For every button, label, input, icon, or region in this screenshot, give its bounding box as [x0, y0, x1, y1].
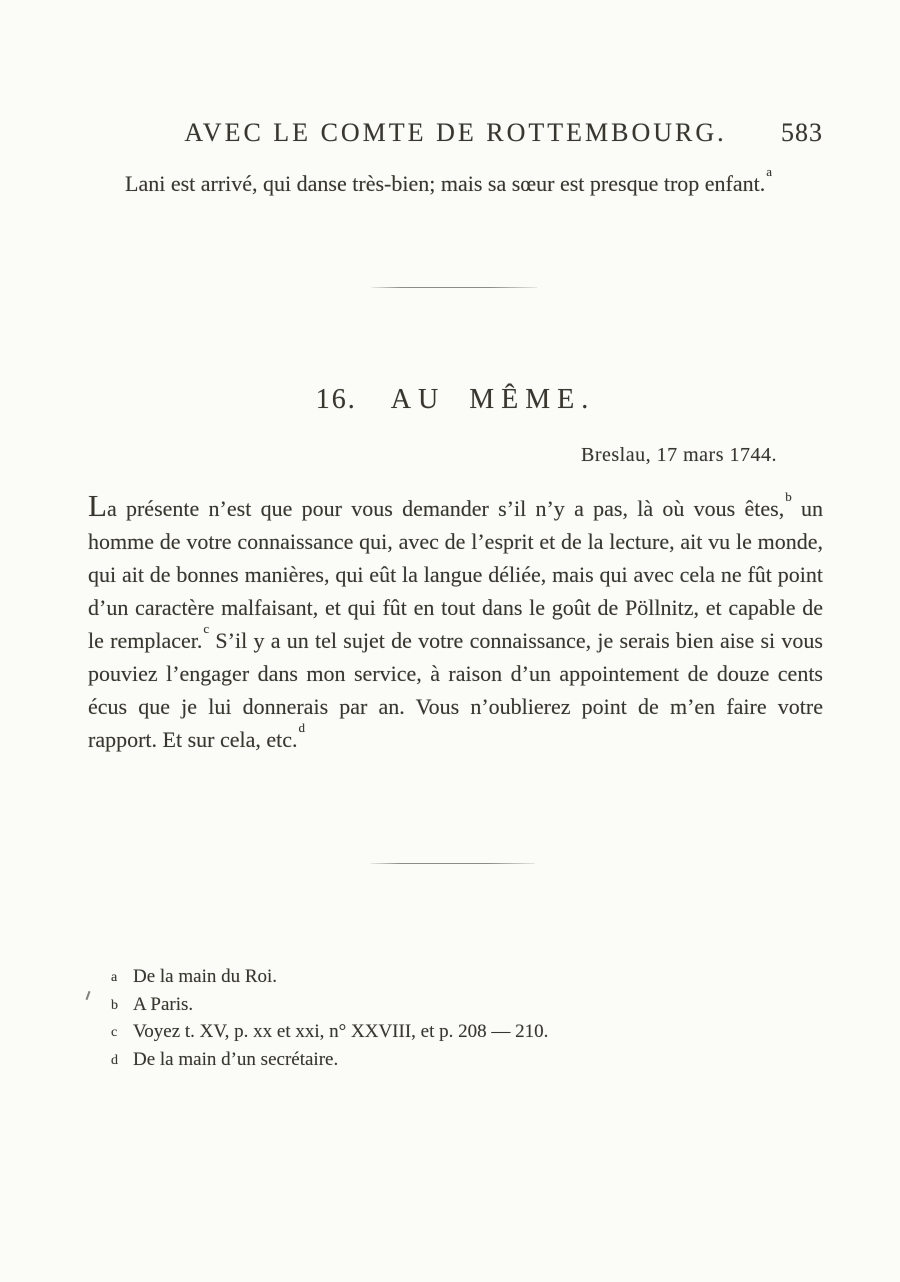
footnote-c	[88, 1018, 823, 1046]
letter-title: AU MÊME.	[390, 384, 596, 415]
footnote-d	[88, 1046, 823, 1074]
footnote-marker: a	[111, 970, 118, 985]
running-head-title: AVEC LE COMTE DE ROTTEMBOURG.	[184, 118, 727, 147]
footnote-text: Voyez t. XV, p. xx et xxi, n° XXVIII, et p. 208 — 210.	[133, 1021, 549, 1042]
footnote-text: De la main d’un secrétaire.	[133, 1048, 339, 1070]
intro-paragraph	[88, 163, 823, 200]
section-divider	[371, 287, 537, 288]
letter-heading	[88, 386, 823, 414]
note-ref-d: d	[298, 719, 306, 735]
footnote-list	[88, 963, 823, 1073]
footnote-marker: c	[111, 1025, 118, 1040]
initial-letter: L	[88, 488, 107, 523]
footnote-divider	[370, 863, 535, 864]
footnote-text: A Paris.	[133, 993, 194, 1015]
footnote-b	[88, 991, 823, 1019]
footnote-marker: b	[111, 997, 118, 1013]
footnote-text: De la main du Roi.	[133, 966, 278, 987]
body-segment-2: un homme de votre connaissance qui, avec de l’esprit et de la lecture, ait vu le monde, qui ait de bonnes manières, qui eût la langue déliée, mais qui avec cela ne fût point d’un caractère malfaisant, et qui fût en tout dans le goût de Pöllnitz, et capable de le remplacer.	[88, 496, 823, 653]
dateline: Breslau, 17 mars 1744.	[581, 444, 777, 466]
note-ref-b: b	[785, 488, 792, 504]
letter-number: 16.	[315, 384, 357, 415]
footnote-a	[88, 963, 823, 991]
footnote-marker: d	[111, 1052, 118, 1068]
letter-body	[88, 488, 823, 756]
body-segment-3: S’il y a un tel sujet de votre connaissance, je serais bien aise si vous pouviez l’engager dans mon service, à raison d’un appointement de douze cents écus que je lui donnerais par an. Vous n’oublierez point de m’en faire votre rapport. Et sur cela, etc.	[88, 628, 823, 752]
running-head	[88, 120, 823, 146]
page-number: 583	[781, 118, 823, 147]
text-column	[88, 0, 823, 1282]
intro-text: Lani est arrivé, qui danse très-bien; mais sa sœur est presque trop enfant.	[125, 171, 766, 196]
body-segment-1: a présente n’est que pour vous demander s’il n’y a pas, là où vous êtes,	[106, 496, 785, 521]
note-ref-a: a	[766, 163, 773, 179]
note-ref-c: c	[203, 620, 210, 636]
